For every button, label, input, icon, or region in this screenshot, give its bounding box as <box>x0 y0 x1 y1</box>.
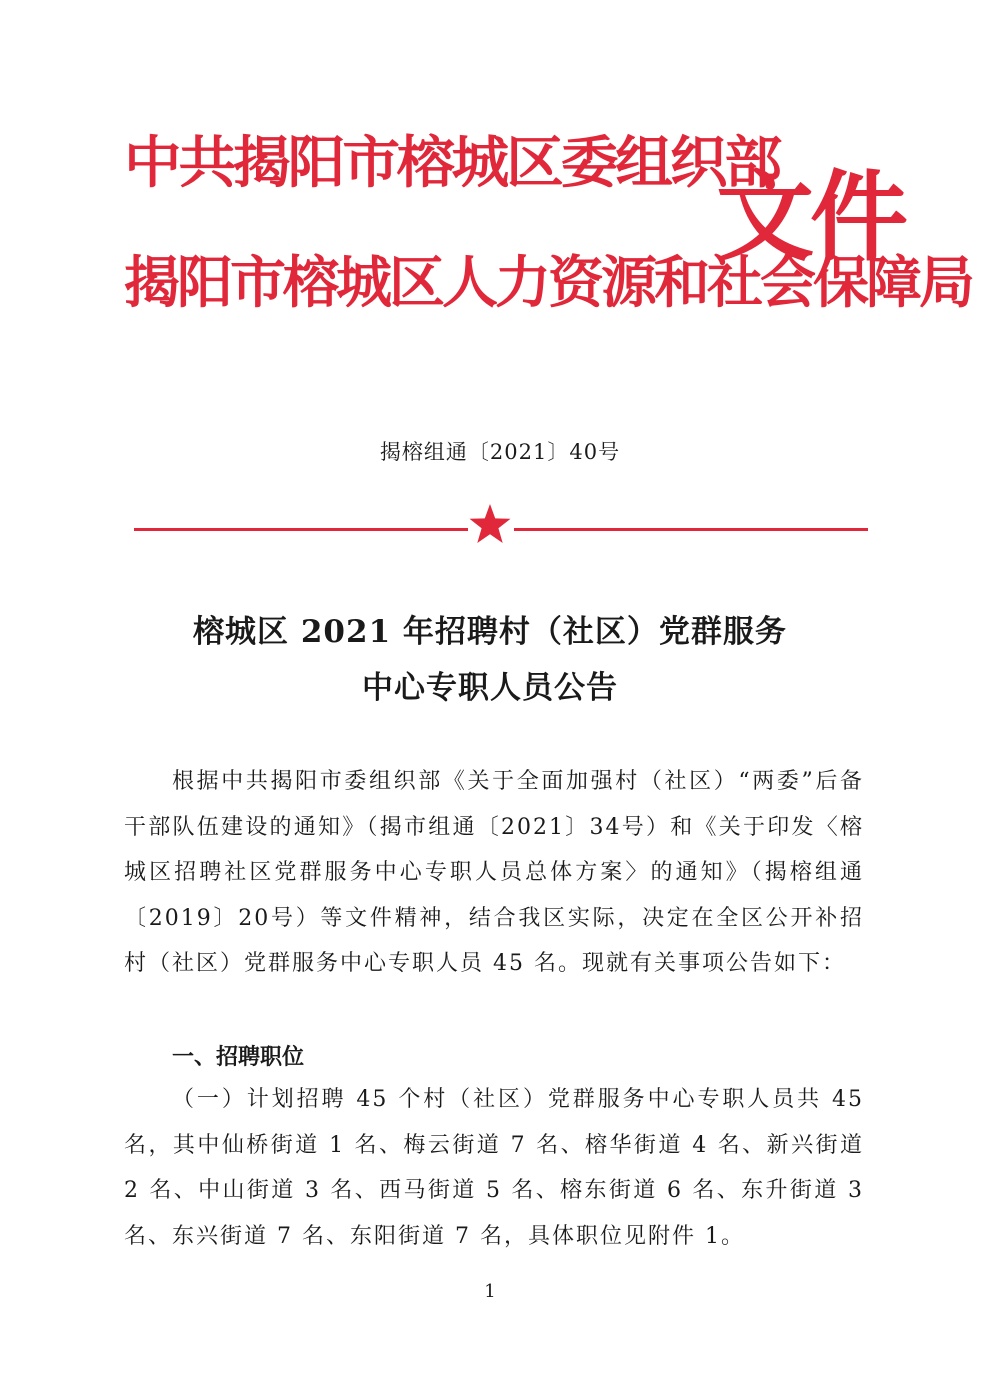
page-number: 1 <box>484 1281 496 1302</box>
announcement-title-line-1: 榕城区 2021 年招聘村（社区）党群服务 <box>193 614 787 650</box>
document-number: 揭榕组通〔2021〕40号 <box>379 440 621 464</box>
issuer-line-1: 中共揭阳市榕城区委组织部 <box>124 131 780 196</box>
red-star-icon <box>469 503 511 545</box>
red-rule-right <box>514 528 868 531</box>
issuer-line-2: 揭阳市榕城区人力资源和社会保障局 <box>124 251 972 316</box>
section-heading-1: 一、招聘职位 <box>172 1045 305 1070</box>
body-paragraph-2: （一）计划招聘 45 个村（社区）党群服务中心专职人员共 45 名，其中仙桥街道 1 名、梅云街道 7 名、榕华街道 4 名、新兴街道 2 名、中山街道 3 名、西马街道 5 名、榕东街道 6 名、东升街道 3 名、东兴街道 7 名、东阳街道 7 名，具体职位见附件 1。 <box>124 1087 864 1249</box>
red-rule-left <box>134 528 468 531</box>
document-label: 文件 <box>716 161 905 275</box>
announcement-title-line-2: 中心专职人员公告 <box>362 670 618 706</box>
body-paragraph-1: 根据中共揭阳市委组织部《关于全面加强村（社区）“两委”后备干部队伍建设的通知》（揭市组通〔2021〕34号）和《关于印发〈榕城区招聘社区党群服务中心专职人员总体方案〉的通知》（揭榕组通〔2019〕20号）等文件精神，结合我区实际，决定在全区公开补招村（社区）党群服务中心专职人员 45 名。现就有关事项公告如下： <box>124 769 865 976</box>
